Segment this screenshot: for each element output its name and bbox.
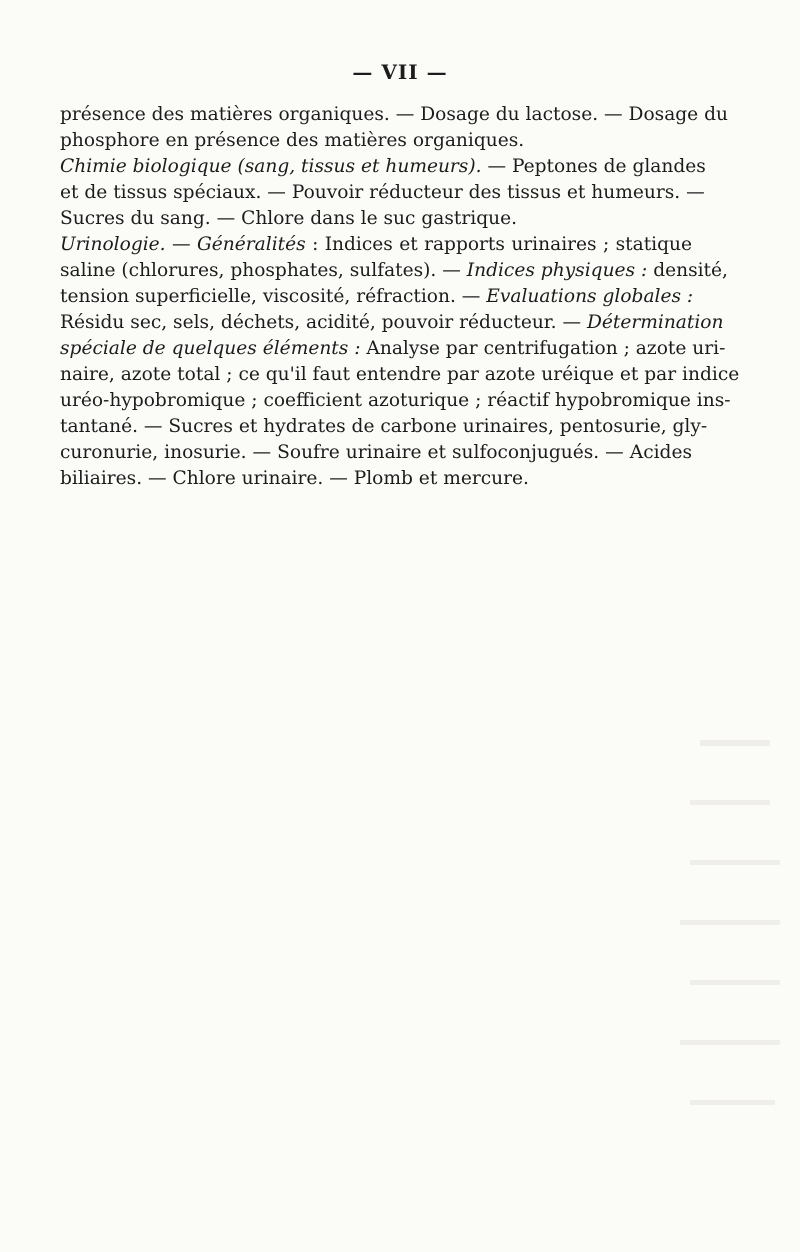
- text-run: curonurie, inosurie. — Soufre urinaire et sulfoconjugués. — Acides: [60, 442, 692, 463]
- italic-run: spéciale de quelques éléments :: [60, 338, 361, 359]
- text-run: —: [165, 234, 197, 255]
- text-line: [60, 232, 692, 258]
- text-run: et de tissus spéciaux. — Pouvoir réducteur des tissus et humeurs. —: [60, 182, 705, 203]
- text-run: : Indices et rapports urinaires ; statique: [305, 234, 692, 255]
- text-line: [60, 180, 705, 206]
- text-line: [60, 284, 692, 310]
- text-line: [60, 414, 708, 440]
- text-run: saline (chlorures, phosphates, sulfates). —: [60, 260, 467, 281]
- text-run: Sucres du sang. — Chlore dans le suc gastrique.: [60, 208, 517, 229]
- text-line: [60, 310, 724, 336]
- text-run: phosphore en présence des matières organiques.: [60, 130, 525, 151]
- text-line: [60, 440, 692, 466]
- italic-run: Détermination: [586, 312, 724, 333]
- text-line: [60, 466, 692, 492]
- text-line: [60, 362, 740, 388]
- text-run: biliaires. — Chlore urinaire. — Plomb et mercure.: [60, 468, 529, 489]
- text-line: [60, 258, 728, 284]
- page-number-header: — VII —: [352, 60, 448, 84]
- text-run: naire, azote total ; ce qu'il faut entendre par azote uréique et par indice: [60, 364, 740, 385]
- italic-run: Indices physiques :: [466, 260, 648, 281]
- text-run: Résidu sec, sels, déchets, acidité, pouvoir réducteur. —: [60, 312, 587, 333]
- italic-run: Généralités: [196, 234, 306, 255]
- text-line: [60, 388, 731, 414]
- text-line: [60, 206, 692, 232]
- text-run: — Peptones de glandes: [481, 156, 706, 177]
- text-run: tantané. — Sucres et hydrates de carbone urinaires, pentosurie, gly-: [60, 416, 708, 437]
- text-line: [60, 102, 728, 128]
- italic-run: Evaluations globales :: [486, 286, 694, 307]
- text-run: tension superficielle, viscosité, réfraction. —: [60, 286, 487, 307]
- text-run: uréo-hypobromique ; coefficient azoturique ; réactif hypobromique ins-: [60, 390, 731, 411]
- text-line: [60, 154, 706, 180]
- text-run: densité,: [647, 260, 728, 281]
- body-text: [60, 102, 740, 492]
- text-line: [60, 128, 692, 154]
- italic-run: Urinologie.: [60, 234, 166, 255]
- text-run: présence des matières organiques. — Dosage du lactose. — Dosage du: [60, 104, 728, 125]
- text-run: Analyse par centrifugation ; azote uri-: [360, 338, 726, 359]
- text-line: [60, 336, 726, 362]
- italic-run: Chimie biologique (sang, tissus et humeurs).: [60, 156, 482, 177]
